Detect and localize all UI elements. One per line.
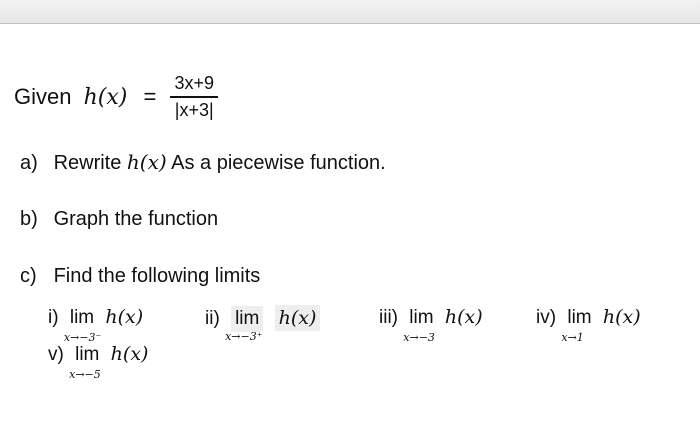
limit-label: ii)	[205, 308, 220, 329]
given-function	[14, 73, 218, 121]
lim-word: lim	[235, 308, 260, 329]
question-b-tag: b)	[20, 208, 38, 230]
lim-word: lim	[567, 307, 592, 328]
limit-operator	[69, 344, 101, 381]
given-label: Given	[14, 84, 72, 109]
limit-label: v)	[48, 344, 64, 365]
fraction	[170, 73, 218, 121]
denominator: |x+3|	[170, 96, 218, 121]
lim-word: lim	[69, 307, 95, 328]
limit-label: iii)	[379, 307, 398, 328]
lim-word: lim	[409, 307, 434, 328]
limit-subscript: x→1	[561, 331, 584, 344]
question-a-text-before: Rewrite	[53, 152, 122, 174]
question-a-math: h(x)	[126, 150, 167, 174]
limit-expression: h(x)	[444, 306, 483, 328]
question-b	[20, 208, 218, 231]
limit-subscript: x→−3⁻	[63, 331, 102, 344]
limit-label: iv)	[536, 307, 557, 328]
question-a	[20, 150, 386, 175]
question-c	[20, 265, 260, 288]
lim-word: lim	[75, 344, 100, 365]
question-a-tag: a)	[20, 152, 38, 174]
limit-label: i)	[48, 307, 59, 328]
question-b-text: Graph the function	[53, 208, 219, 230]
limit-item	[48, 306, 144, 344]
limit-subscript: x→−3⁺	[225, 330, 263, 343]
limit-operator	[403, 307, 435, 344]
function-name: h(x)	[83, 84, 128, 110]
question-c-tag: c)	[20, 265, 37, 287]
limit-operator	[561, 307, 592, 344]
limit-expression: h(x)	[602, 306, 641, 328]
limit-item	[205, 306, 320, 343]
limit-item	[536, 306, 641, 344]
equals-sign: =	[143, 84, 157, 109]
numerator: 3x+9	[174, 73, 215, 93]
limit-item	[48, 343, 149, 381]
limit-expression: h(x)	[110, 343, 149, 365]
limit-operator	[225, 306, 263, 343]
limit-expression: h(x)	[105, 306, 144, 328]
limit-subscript: x→−3	[403, 331, 435, 344]
question-c-text: Find the following limits	[53, 265, 261, 287]
limit-expression: h(x)	[275, 305, 321, 331]
limit-operator	[63, 307, 102, 344]
limit-subscript: x→−5	[69, 368, 101, 381]
question-a-text-after: As a piecewise function.	[171, 152, 386, 174]
limit-item	[379, 306, 483, 344]
